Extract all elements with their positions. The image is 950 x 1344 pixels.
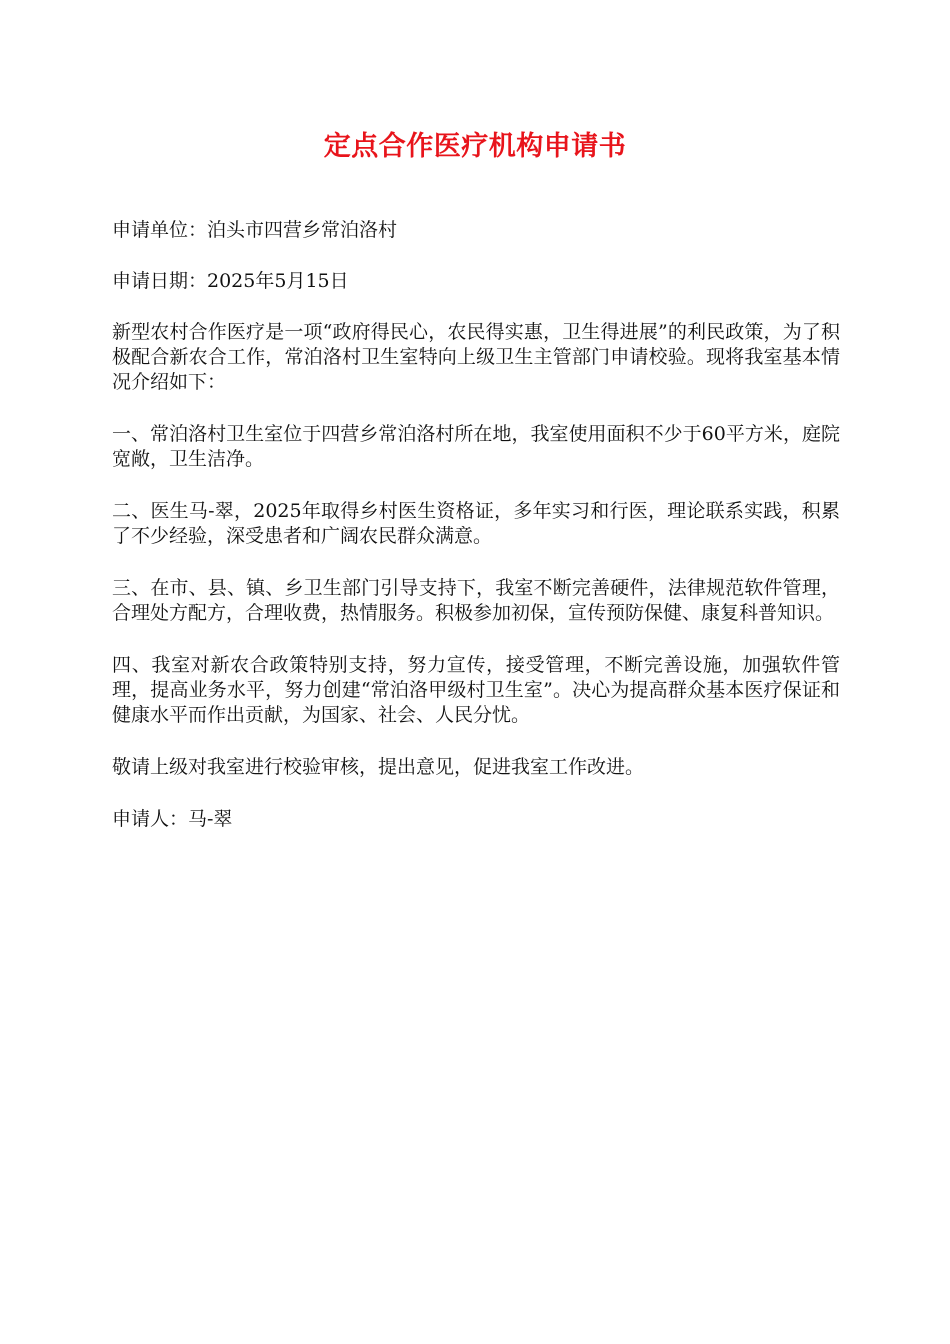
item-paragraph-3: 三、在市、县、镇、乡卫生部门引导支持下，我室不断完善硬件，法律规范软件管理，合理处方配方，合理收费，热情服务。积极参加初保，宣传预防保健、康复科普知识。 <box>112 577 840 624</box>
closing-paragraph: 敬请上级对我室进行校验审核，提出意见，促进我室工作改进。 <box>112 756 645 778</box>
intro-paragraph: 新型农村合作医疗是一项“政府得民心，农民得实惠，卫生得进展”的利民政策，为了积极配合新农合工作，常泊洛村卫生室特向上级卫生主管部门申请校验。现将我室基本情况介绍如下： <box>112 321 840 393</box>
item-paragraph-1: 一、常泊洛村卫生室位于四营乡常泊洛村所在地，我室使用面积不少于60平方米，庭院宽敞，卫生洁净。 <box>112 423 840 470</box>
signature-line: 申请人：马-翠 <box>112 808 233 830</box>
item-paragraph-4: 四、我室对新农合政策特别支持，努力宣传，接受管理，不断完善设施，加强软件管理，提高业务水平，努力创建“常泊洛甲级村卫生室”。决心为提高群众基本医疗保证和健康水平而作出贡献，为国家、社会、人民分忧。 <box>112 654 840 726</box>
item-paragraph-2: 二、医生马-翠，2025年取得乡村医生资格证，多年实习和行医，理论联系实践，积累了不少经验，深受患者和广阔农民群众满意。 <box>112 500 840 547</box>
document-body <box>112 218 840 859</box>
applicant-unit: 申请单位：泊头市四营乡常泊洛村 <box>112 219 398 241</box>
document-title: 定点合作医疗机构申请书 <box>323 131 627 162</box>
application-date: 申请日期：2025年5月15日 <box>112 270 349 292</box>
